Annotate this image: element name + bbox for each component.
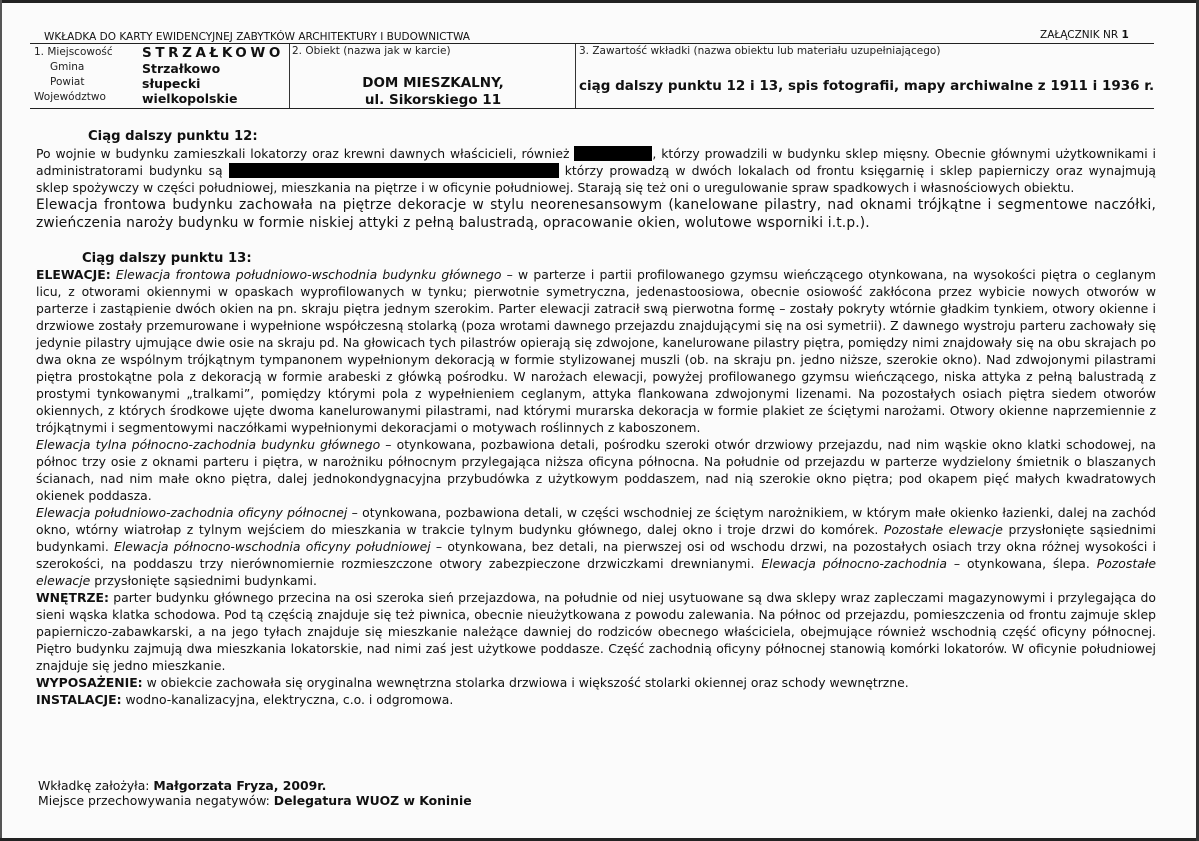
interior-text: parter budynku głównego przecina na osi szeroka sień przejazdowa, na południe od niej usytuowane są dwa sklepy wraz zapleczami magazynowymi i przylegająca do sieni wąska klatka schodowa. Pod tą częścią znajduje się też piwnica, obecnie nieużytkowana z powodu zalewania. Na północ od przejazdu, pomieszczenia od frontu zajmuje sklep papierniczo-zabawkarski, a na jego tyłach znajduje się mieszkanie należące dawniej do rodziców obecnego właściciela, obejmujące również wschodnią część oficyny północnej. Piętro budynku zajmują dwa mieszkania lokatorskie, nad nimi zaś jest użytkowe poddasze. Część zachodnią oficyny północnej stanowią komórki lokatorów. W oficynie południowej znajduje się jedno mieszkanie.: [36, 590, 1156, 673]
other-elevations-text-1: przysłonięte sąsiednimi budynkami.: [36, 522, 1156, 554]
equipment-text: w obiekcie zachowała się oryginalna wewnętrzna stolarka drzwiowa i większość stolarki okiennej oraz schody wewnętrzne.: [142, 675, 909, 690]
point12-paragraph-1: [36, 145, 1156, 196]
scan-border-top: [0, 0, 1199, 3]
location-box: [30, 46, 288, 106]
elevations-label: ELEWACJE:: [36, 267, 111, 282]
town-value: STRZAŁKOWO: [142, 45, 284, 61]
redaction-block-2: [229, 163, 559, 178]
point12-text-b: , którzy prowadzili w budynku sklep mięsny. Obecnie głównymi użytkownikami i administratorami budynku są: [36, 146, 1156, 178]
scan-border-left: [0, 0, 2, 841]
point12-text-a: Po wojnie w budynku zamieszkali lokatorzy oraz krewni dawnych właścicieli, również: [36, 146, 570, 161]
footer-storage: [38, 793, 472, 808]
form-title: WKŁADKA DO KARTY EWIDENCYJNEJ ZABYTKÓW ARCHITEKTURY I BUDOWNICTWA: [44, 31, 470, 43]
installations-paragraph: [36, 691, 1156, 708]
other-elevations-title-2: Pozostałe elewacje: [36, 556, 1156, 588]
storage-label: Miejsce przechowywania negatywów:: [38, 793, 274, 808]
elevation-rear-title: Elewacja tylna północno-zachodnia budynku głównego: [36, 437, 381, 452]
insert-contents-value: ciąg dalszy punktu 12 i 13, spis fotografii, mapy archiwalne z 1911 i 1936 r.: [579, 78, 1155, 94]
elevation-south-nw-title: Elewacja północno-zachodnia: [761, 556, 947, 571]
column-divider-2: [575, 44, 576, 108]
elevation-rear-text: – otynkowana, pozbawiona detali, pośrodku szeroki otwór drzwiowy przejazdu, nad nim wąskie okno klatki schodowej, na północ trzy osie z oknami parteru i piętra, w narożniku północnym przylegająca niższa oficyna północna. Na południe od przejazdu w parterze wydzielony śmietnik o blaszanych ścianach, nad nim małe okno piętra, dalej jednokondygnacyjna przybudówka z użytkowym poddaszem, nad nią szerokie okno piętra; pod okapem pięć małych kwadratowych okienek poddasza.: [36, 437, 1156, 503]
object-label: 2. Obiekt (nazwa jak w karcie): [292, 45, 451, 57]
commune-label: Gmina: [50, 61, 85, 73]
commune-value: Strzałkowo: [142, 61, 221, 76]
voivodeship-label: Województwo: [34, 91, 106, 103]
point13-heading: Ciąg dalszy punktu 13:: [82, 251, 252, 266]
storage-value: Delegatura WUOZ w Koninie: [273, 793, 472, 808]
installations-label: INSTALACJE:: [36, 692, 122, 707]
elevation-south-ne-title: Elewacja północno-wschodnia oficyny południowej: [114, 539, 431, 554]
elevations-paragraph-rear: [36, 436, 1156, 504]
header-bottom-rule: [30, 108, 1154, 109]
insert-contents-label: 3. Zawartość wkładki (nazwa obiektu lub materiału uzupełniającego): [579, 45, 941, 57]
author-value: Małgorzata Fryza, 2009r.: [153, 778, 327, 793]
elevation-north-sw-text: – otynkowana, pozbawiona detali, w części wschodniej ze ściętym narożnikiem, w którym małe okienko łazienki, dalej na zachód okno, wtórny wiatrołap z tylnym wejściem do mieszkania w trakcie tylnym budynku głównego, dalej okno i troje drzwi do komórek.: [36, 505, 1157, 537]
elevation-south-ne-text: – otynkowana, bez detali, na pierwszej osi od wschodu drzwi, na pozostałych osiach trzy okna różnej wysokości i szerokości, na poddaszu trzy nierównomiernie rozmieszczone otwory zabezpieczone drzwiczkami drewnianymi.: [36, 539, 1156, 571]
interior-label: WNĘTRZE:: [36, 590, 109, 605]
point12-heading: Ciąg dalszy punktu 12:: [88, 129, 258, 144]
attachment-no: 1: [1121, 29, 1129, 41]
equipment-paragraph: [36, 674, 1156, 691]
footer-author: [38, 778, 326, 793]
attachment-label: ZAŁĄCZNIK NR: [1040, 29, 1119, 41]
interior-paragraph: [36, 589, 1156, 674]
point12-body: [36, 145, 1156, 232]
elevation-front-title: Elewacja frontowa południowo-wschodnia budynku głównego: [115, 267, 502, 282]
point12-paragraph-2: Elewacja frontowa budynku zachowała na piętrze dekoracje w stylu neorenesansowym (kanelowane pilastry, nad oknami trójkątne i segmentowe naczółki, zwieńczenia naroży budynku w formie niskiej attyki z pełną balustradą, opracowanie okien, wolutowe wsporniki i.t.p.).: [36, 197, 1156, 231]
equipment-label: WYPOSAŻENIE:: [36, 675, 143, 690]
county-label: Powiat: [50, 76, 85, 88]
elevations-paragraph-outbuildings: [36, 504, 1156, 589]
town-label: 1. Miejscowość: [34, 46, 113, 58]
elevation-north-sw-title: Elewacja południowo-zachodnia oficyny północnej: [36, 505, 348, 520]
header-rule: [30, 43, 1154, 44]
point13-body: [36, 266, 1156, 708]
elevation-south-nw-text: – otynkowana, ślepa.: [946, 556, 1097, 571]
other-elevations-title-1: Pozostałe elewacje: [883, 522, 1003, 537]
voivodeship-value: wielkopolskie: [142, 91, 238, 106]
insert-contents-box: [579, 45, 1155, 94]
object-name-line2: ul. Sikorskiego 11: [364, 92, 502, 108]
elevation-front-text: – w parterze i partii profilowanego gzymsu wieńczącego otynkowana, na wysokości piętra o ceglanym licu, z otworami okiennymi w opaskach wyprofilowanych w tynku; pierwotnie symetryczna, jedenastoosiowa, obecnie osiowość zakłócona przez wybicie nowych otworów w parterze i zastąpienie dwóch okien na pn. skraju piętra jednym szerokim. Parter elewacji zatracił swą pierwotna formę – zostały pokryty wtórnie gładkim tynkiem, otwory okienne i drzwiowe zostały przemurowane i wypełnione współczesną stolarką (poza wrotami dawnego przejazdu znajdującymi się na osi symetrii). Z dawnego wystroju parteru zachowały się jedynie pilastry ujmujące dwie osie na skraju pd. Na głowicach tych pilastrów opierają się zdwojone, kanelurowane pilastry piętra, pomiędzy nimi znajdowały się na obu skrajach po dwa okna ze wspólnym trójkątnym tympanonem wypełnionym dekoracją w formie stylizowanej muszli (ob. na skraju pn. jedno niższe, szerokie okno). Nad zdwojonymi pilastrami piętra prostokątne pola z dekoracją w formie arabeski z główką pośrodku. W narożach elewacji, powyżej profilowanego gzymsu wieńczącego, niska attyka z pełną balustradą z prostymi tynkowanymi „tralkami”, pomiędzy którymi pola z wypełnieniem ceglanym, attyka flankowana zdwojonymi lizenami. Na pozostałych osiach piętra siedem otworów okiennych, z których środkowe ujęte dwoma kanelurowanymi pilastrami, nad którymi murarska dekoracja w formie plakiet ze ściętymi narożami. Otwory okienne naprzemiennie z trójkątnymi i segmentowymi naczółkami wypełnionymi dekoracjami o motywach roślinnych z kaboszonem.: [36, 267, 1156, 435]
object-name-line1: DOM MIESZKALNY,: [362, 75, 504, 91]
column-divider-1: [289, 44, 290, 108]
point12-text-c: którzy prowadzą w dwóch lokalach od frontu księgarnię i sklep papierniczy oraz wynajmują sklep spożywczy w części południowej, mieszkania na piętrze i w oficynie południowej. Starają się też oni o uregulowanie spraw spadkowych i własnościowych obiektu.: [36, 163, 1156, 195]
redaction-block-1: [574, 146, 652, 161]
county-value: słupecki: [142, 76, 201, 91]
elevations-paragraph-front: [36, 266, 1156, 436]
installations-text: wodno-kanalizacyjna, elektryczna, c.o. i odgromowa.: [121, 692, 454, 707]
author-label: Wkładkę założyła:: [38, 778, 154, 793]
attachment-number: [1040, 29, 1129, 41]
other-elevations-text-2: przysłonięte sąsiednimi budynkami.: [90, 573, 317, 588]
object-box: [292, 45, 574, 108]
